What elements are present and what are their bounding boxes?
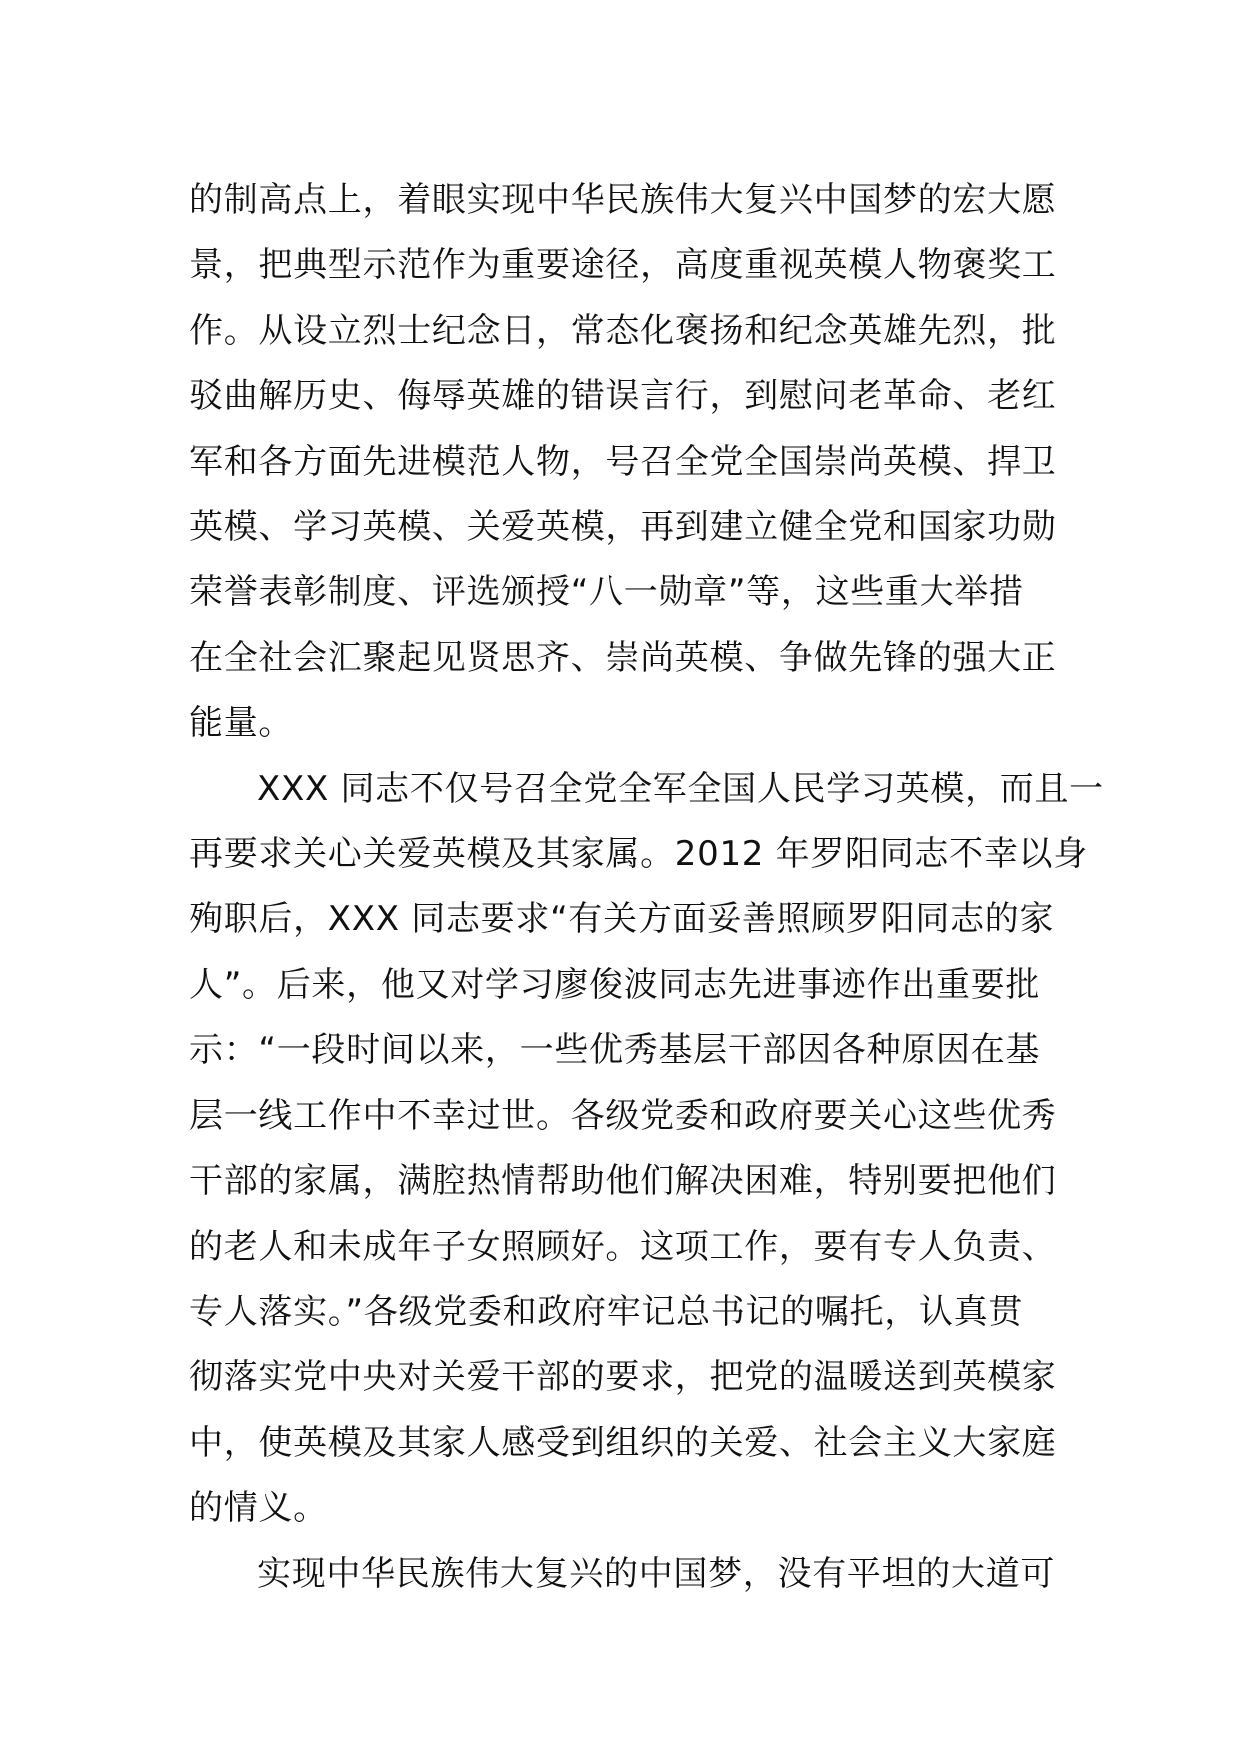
text-line-indented: 实现中华民族伟大复兴的中国梦，没有平坦的大道可	[257, 1553, 1056, 1594]
text-line: 专人落实。”各级党委和政府牢记总书记的嘱托，认真贯	[189, 1291, 1024, 1332]
paragraph-1	[189, 168, 1059, 757]
document-page	[189, 168, 1104, 1607]
text-line: 军和各方面先进模范人物，号召全党全国崇尚英模、捍卫	[189, 441, 1057, 482]
paragraph-3	[189, 1542, 1059, 1607]
text-line: 干部的家属，满腔热情帮助他们解决困难，特别要把他们	[189, 1161, 1057, 1202]
text-line: 作。从设立烈士纪念日，常态化褒扬和纪念英雄先烈，批	[189, 310, 1057, 351]
text-line: 的情义。	[189, 1488, 328, 1529]
text-line: 的制高点上，着眼实现中华民族伟大复兴中国梦的宏大愿	[189, 180, 1057, 220]
text-line-indented: XXX 同志不仅号召全党全军全国人民学习英模，而且一	[257, 768, 1104, 809]
text-line: 中，使英模及其家人感受到组织的关爱、社会主义大家庭	[189, 1422, 1057, 1463]
text-line: 景，把典型示范作为重要途径，高度重视英模人物褒奖工	[189, 245, 1057, 286]
text-line: 人”。后来，他又对学习廖俊波同志先进事迹作出重要批	[189, 964, 1041, 1005]
text-line: 殉职后，XXX 同志要求“有关方面妥善照顾罗阳同志的家	[189, 899, 1055, 940]
text-line: 在全社会汇聚起见贤思齐、崇尚英模、争做先锋的强大正	[189, 637, 1057, 678]
paragraph-2	[189, 757, 1104, 1542]
text-line: 示：“一段时间以来，一些优秀基层干部因各种原因在基	[189, 1030, 1041, 1071]
text-line: 驳曲解历史、侮辱英雄的错误言行，到慰问老革命、老红	[189, 376, 1057, 417]
text-line: 彻落实党中央对关爱干部的要求，把党的温暖送到英模家	[189, 1357, 1057, 1398]
text-line: 的老人和未成年子女照顾好。这项工作，要有专人负责、	[189, 1226, 1057, 1267]
text-line: 荣誉表彰制度、评选颁授“八一勋章”等，这些重大举措	[189, 572, 1024, 613]
text-line: 英模、学习英模、关爱英模，再到建立健全党和国家功勋	[189, 507, 1057, 548]
text-line: 层一线工作中不幸过世。各级党委和政府要关心这些优秀	[189, 1095, 1057, 1136]
text-line: 再要求关心关爱英模及其家属。2012 年罗阳同志不幸以身	[189, 834, 1088, 875]
text-line: 能量。	[189, 703, 294, 744]
